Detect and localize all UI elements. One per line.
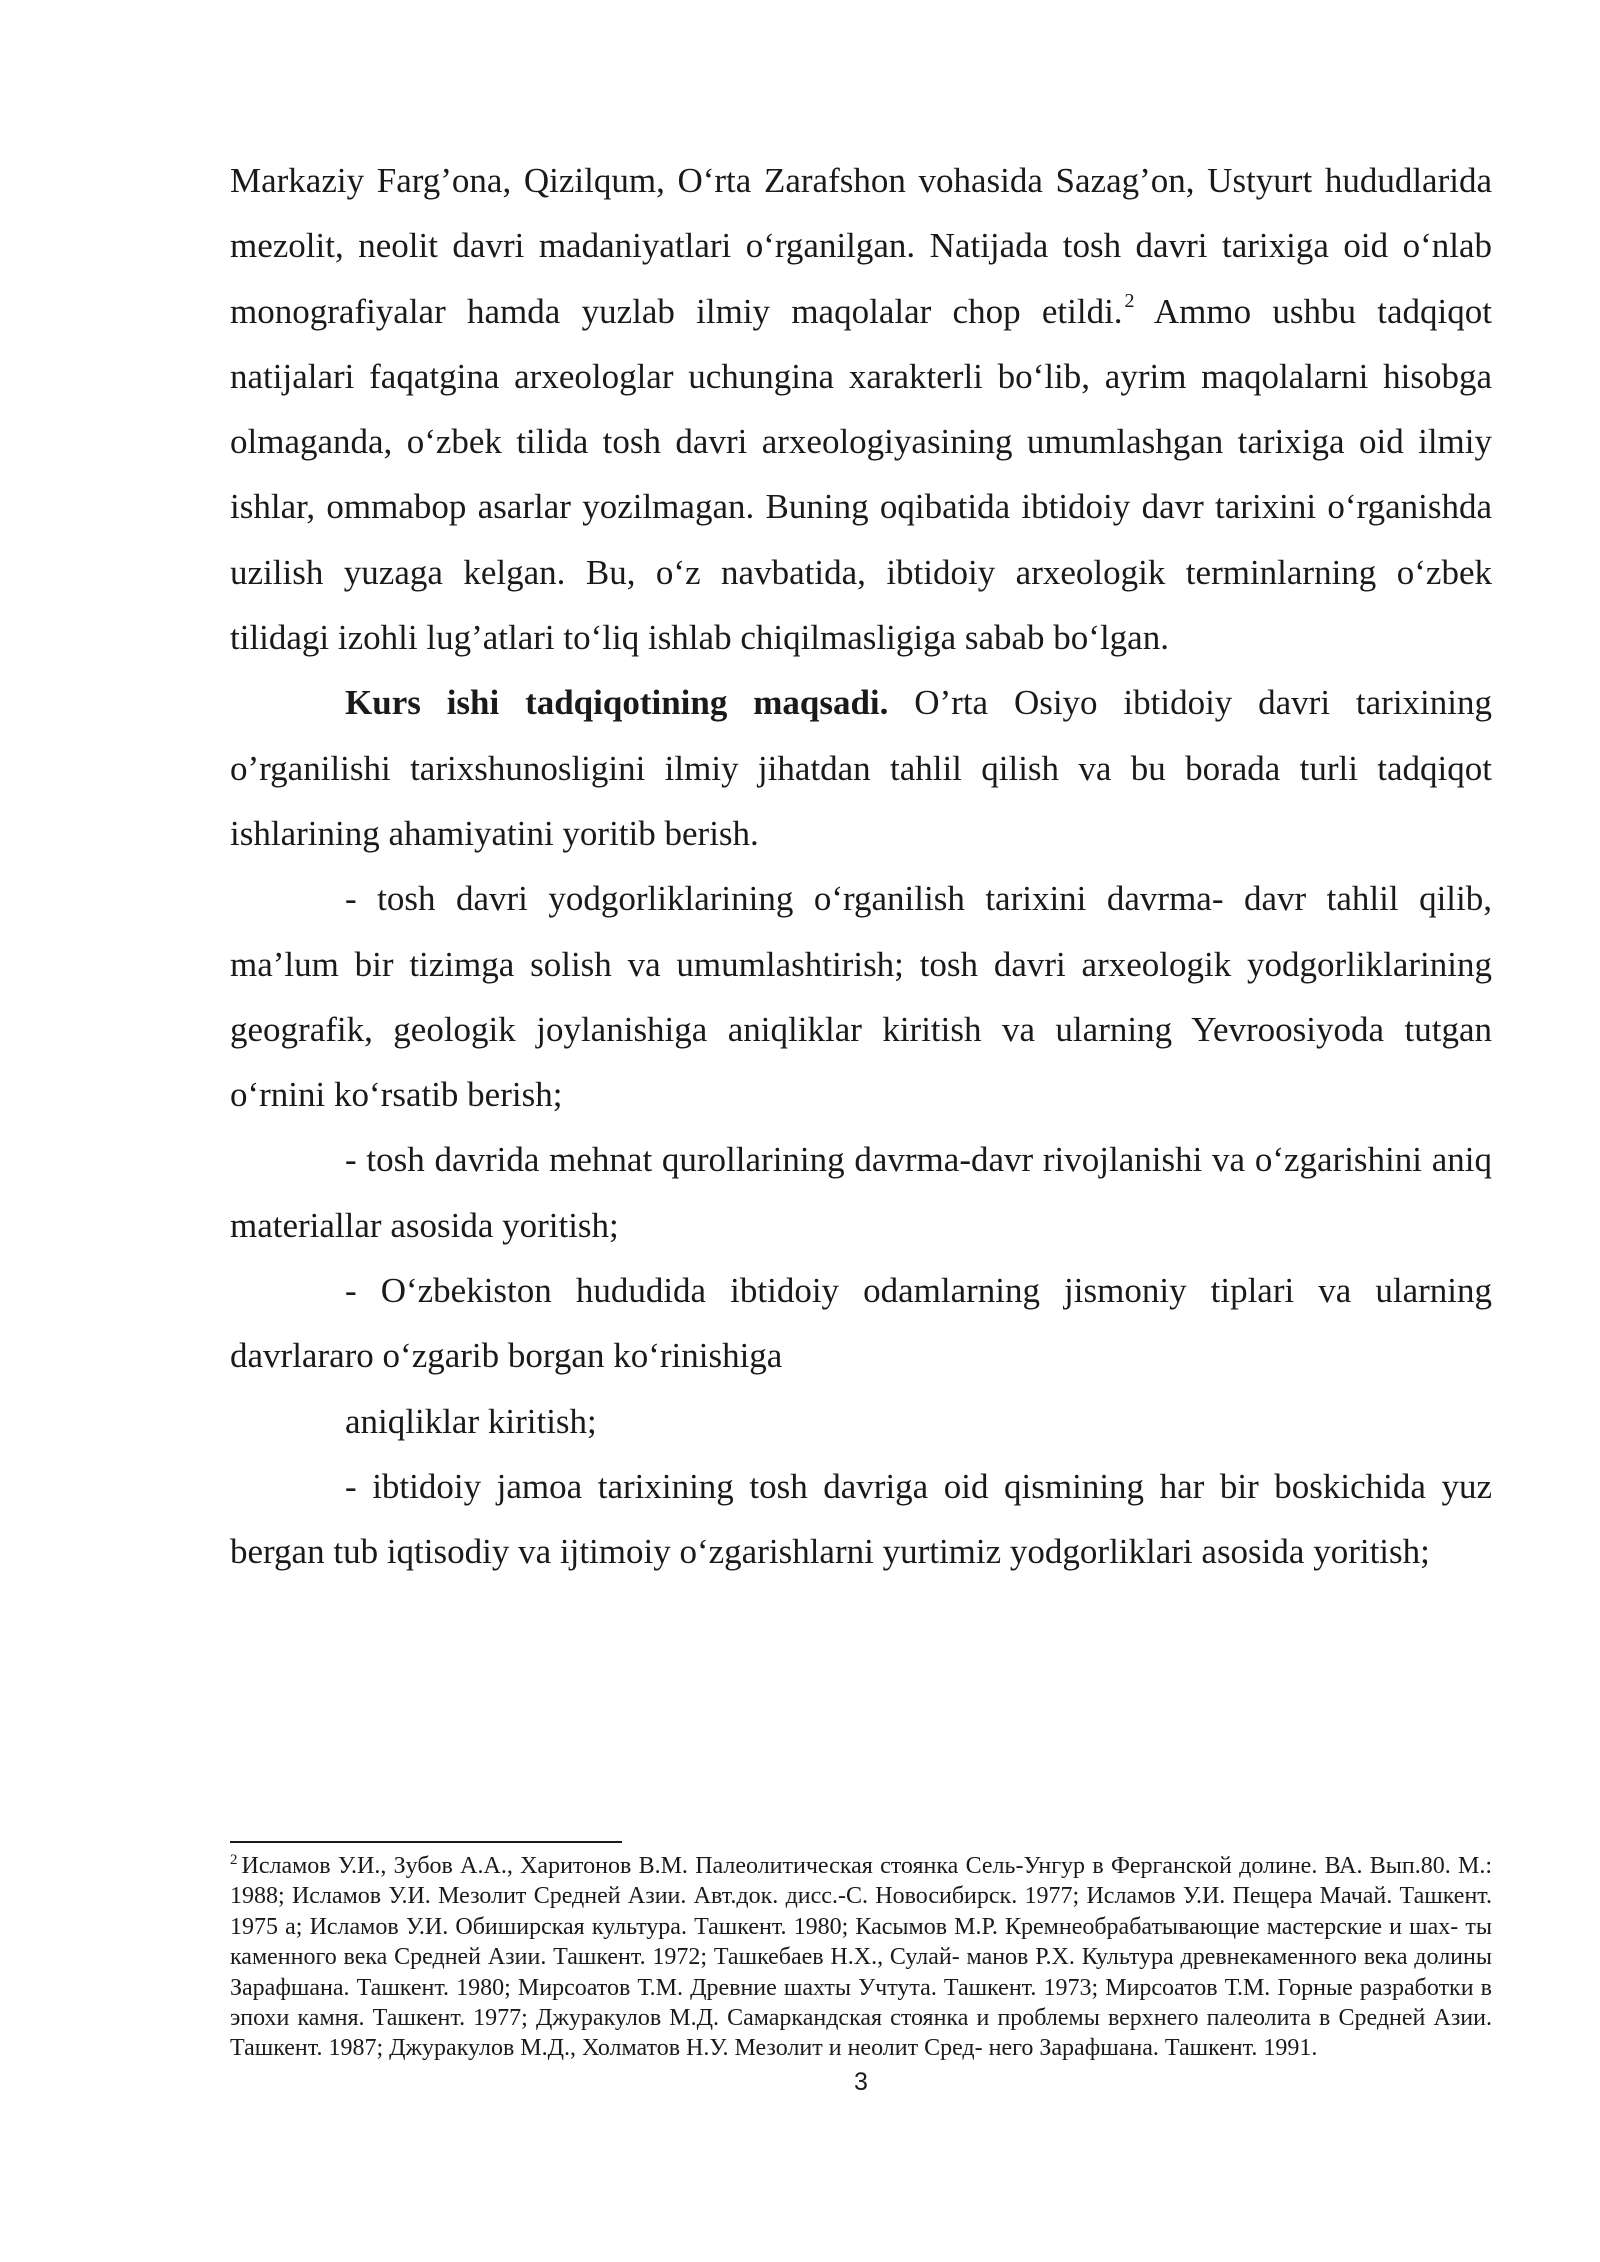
page-number: 3 — [854, 2068, 868, 2096]
list-item: - O‘zbekiston hududida ibtidoiy odamlarning jismoniy tiplari va ularning davrlararo o‘zgarib borgan ko‘rinishiga — [230, 1271, 1492, 1376]
document-body — [230, 148, 1492, 1585]
list-item: - tosh davri yodgorliklarining o‘rganilish tarixini davrma- davr tahlil qilib, ma’lum bir tizimga solish va umumlashtirish; tosh davri arxeologik yodgorliklarining geografik, geologik joylanishiga aniqliklar kiritish va ularning Yevroosiyoda tutgan o‘rnini ko‘rsatib berish; — [230, 879, 1492, 1115]
footnote — [230, 1851, 1492, 2064]
paragraph-intro-text-continued: Ammo ushbu tadqiqot natijalari faqatgina arxeologlar uchungina xarakterli bo‘lib, ayrim maqolalarni hisobga olmaganda, o‘zbek tilida tosh davri arxeologiyasining umumlashgan tarixiga oid ilmiy ishlar, ommabop asarlar yozilmagan. Buning oqibatida ibtidoiy davr tarixini o‘rganishda uzilish yuzaga kelgan. Bu, o‘z navbatida, ibtidoiy arxeologik terminlarning o‘zbek tilidagi izohli lug’atlari to‘liq ishlab chiqilmasligiga sabab bo‘lgan. — [230, 291, 1493, 658]
list-item-continuation: aniqliklar kiritish; — [345, 1401, 597, 1441]
footnote-marker: 2 — [230, 1852, 238, 1868]
goal-text: O’rta Osiyo ibtidoiy davri tarixining o’rganilishi tarixshunosligini ilmiy jihatdan tahlil qilish va bu borada turli tadqiqot ishlarining ahamiyatini yoritib berish. — [230, 683, 1492, 853]
footnote-reference[interactable]: 2 — [1124, 289, 1135, 312]
footnote-text: Исламов У.И., Зубов А.А., Харитонов В.М. Палеолитическая стоянка Сель-Унгур в Ферганской долине. ВА. Вып.80. М.: 1988; Исламов У.И. Мезолит Средней Азии. Авт.док. дисс.-С. Новосибирск. 1977; Исламов У.И. Пещера Мачай. Ташкент. 1975 а; Исламов У.И. Обиширская культура. Ташкент. 1980; Касымов М.Р. Кремнеобрабатывающие мастерские и шах- ты каменного века Средней Азии. Ташкент. 1972; Ташкебаев Н.Х., Сулай- манов Р.Х. Культура древнекаменного века долины Зарафшана. Ташкент. 1980; Мирсоатов Т.М. Древние шахты Учтута. Ташкент. 1973; Мирсоатов Т.М. Горные разработки в эпохи камня. Ташкент. 1977; Джуракулов М.Д. Самаркандская стоянка и проблемы верхнего палеолита в Средней Азии. Ташкент. 1987; Джуракулов М.Д., Холматов Н.У. Мезолит и неолит Сред- него Зарафшана. Ташкент. 1991. — [230, 1853, 1492, 2062]
paragraph-intro-text: Markaziy Farg’ona, Qizilqum, O‘rta Zarafshon vohasida Sazag’on, Ustyurt hududlarida mezolit, neolit davri madaniyatlari o‘rganilgan. Natijada tosh davri tarixiga oid o‘nlab monografiyalar hamda yuzlab ilmiy maqolalar chop etildi. — [230, 161, 1492, 331]
list-item: - ibtidoiy jamoa tarixining tosh davriga oid qismining har bir boskichida yuz bergan tub iqtisodiy va ijtimoiy o‘zgarishlarni yurtimiz yodgorliklari asosida yoritish; — [230, 1466, 1492, 1572]
footnote-separator — [230, 1841, 622, 1843]
paragraph-goal — [230, 670, 1492, 866]
paragraph-intro — [230, 148, 1492, 670]
list-item: - tosh davrida mehnat qurollarining davrma-davr rivojlanishi va o‘zgarishini aniq materiallar asosida yoritish; — [230, 1140, 1492, 1245]
goal-heading: Kurs ishi tadqiqotining maqsadi. — [345, 683, 889, 723]
